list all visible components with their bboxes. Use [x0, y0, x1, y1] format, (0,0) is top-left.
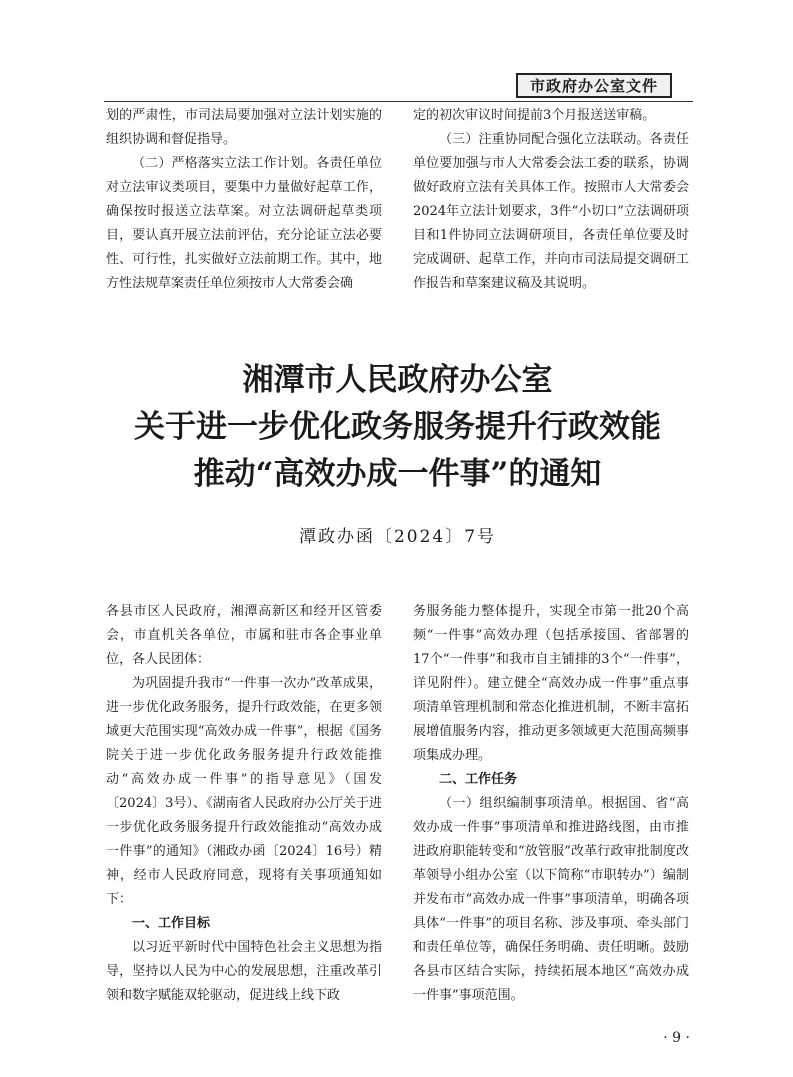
paragraph: 定的初次审议时间提前3个月报送送审稿。 — [413, 108, 656, 123]
paragraph: （三）注重协同配合强化立法联动。各责任单位要加强与市人大常委会法工委的联系，协调做好政府立法有关具体工作。按照市人大常委会2024年立法计划要求，3件“小切口”立法调研项目和1件协同立法调研项目，各责任单位要及时完成调研、起草工作，并向市司法局提交调研工作报告和草案建议稿及其说明。 — [413, 132, 689, 291]
paragraph: （一）组织编制事项清单。根据国、省“高效办成一件事”事项清单和推进路线图，由市推进政府职能转变和“放管服”改革行政审批制度改革领导小组办公室（以下简称“市职转办”）编制并发布市“高效办成一件事”事项清单，明确各项具体“一件事”的项目名称、涉及事项、牵头部门和责任单位等，确保任务明确、责任明晰。鼓励各县市区结合实际，持续拓展本地区“高效办成一件事”事项范围。 — [413, 796, 689, 1003]
paragraph: 以习近平新时代中国特色社会主义思想为指导，坚持以人民为中心的发展思想，注重改革引领和数字赋能双轮驱动，促进线上线下政 — [106, 940, 382, 1003]
paragraph: 务服务能力整体提升，实现全市第一批20个高频“一件事”高效办理（包括承接国、省部署的17个“一件事”和我市自主铺排的3个“一件事”，详见附件）。建立健全“高效办成一件事”重点事项清单管理机制和常态化推进机制，不断丰富拓展增值服务内容，推动更多领域更大范围高频事项集成办理。 — [413, 604, 689, 763]
salutation: 各县市区人民政府，湘潭高新区和经开区管委会，市直机关各单位，市属和驻市各企事业单位，各人民团体： — [106, 604, 382, 667]
title-line-3: 推动“高效办成一件事”的通知 — [193, 456, 602, 492]
section-header-badge: 市政府办公室文件 — [516, 73, 672, 98]
top-right-column — [413, 104, 689, 296]
paragraph: 为巩固提升我市“一件事一次办”改革成果，进一步优化政务服务，提升行政效能，在更多领域更大范围实现“高效办成一件事”，根据《国务院关于进一步优化政务服务提升行政效能推动“高效办成一件事”的指导意见》（国发〔2024〕3号）、《湖南省人民政府办公厅关于进一步优化政务服务提升行政效能推动“高效办成一件事”的通知》（湘政办函〔2024〕16号）精神，经市人民政府同意，现将有关事项通知如下： — [106, 676, 382, 907]
notice-title — [106, 357, 689, 498]
top-left-column — [106, 104, 382, 296]
document-number: 潭政办函〔2024〕7号 — [298, 527, 497, 547]
title-line-1: 湘潭市人民政府办公室 — [242, 362, 553, 398]
section-heading: 一、工作目标 — [132, 916, 211, 931]
bottom-left-column — [106, 600, 382, 1008]
page-number: · 9 · — [663, 1030, 690, 1046]
paragraph: 划的严肃性，市司法局要加强对立法计划实施的组织协调和督促指导。 — [106, 108, 382, 147]
paragraph: （二）严格落实立法工作计划。各责任单位对立法审议类项目，要集中力量做好起草工作，确保按时报送立法草案。对立法调研起草类项目，要认真开展立法前评估，充分论证立法必要性、可行性，扎实做好立法前期工作。其中，地方性法规草案责任单位须按市人大常委会确 — [106, 156, 382, 291]
bottom-right-column — [413, 600, 689, 1008]
title-line-2: 关于进一步优化政务服务提升行政效能 — [134, 409, 661, 445]
section-heading: 二、工作任务 — [439, 772, 518, 787]
header-divider — [104, 101, 693, 102]
